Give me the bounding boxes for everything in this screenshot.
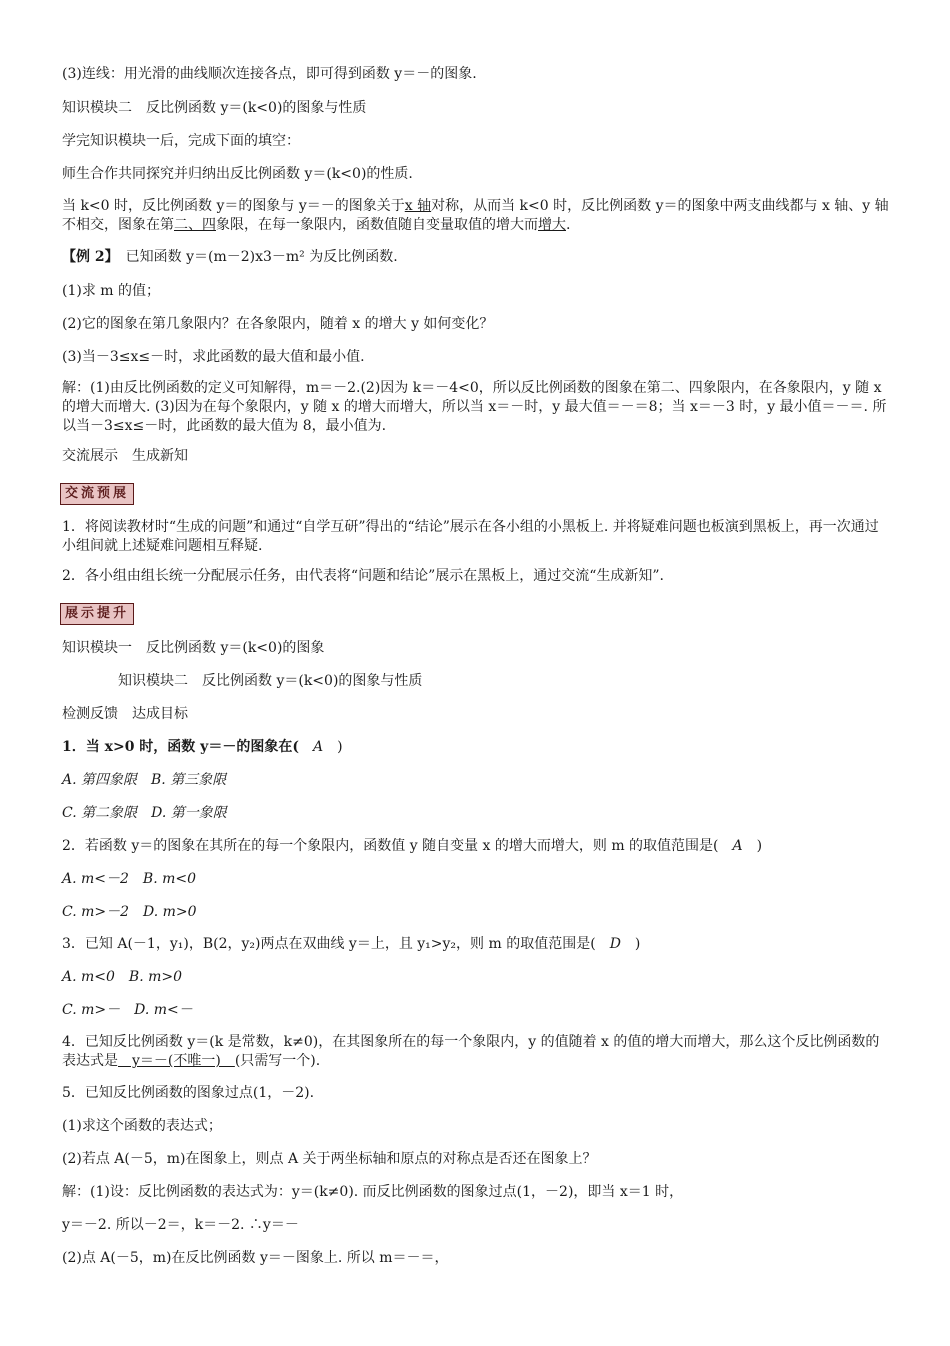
answer-choice: D	[609, 936, 621, 952]
module-heading: 知识模块一 反比例函数 y＝(k<0)的图象	[62, 640, 325, 656]
question-line: (2)它的图象在第几象限内？在各象限内，随着 x 的增大 y 如何变化？	[62, 316, 494, 332]
question-line: (2)若点 A(－5，m)在图象上，则点 A 关于两坐标轴和原点的对称点是否还在图象上？	[62, 1151, 597, 1167]
option-line: A. m<0 B. m>0	[62, 969, 183, 985]
text-run: 当 k<0 时，反比例函数 y＝的图象与 y＝－的图象关于	[62, 198, 405, 214]
test-question	[62, 737, 892, 757]
section-tag: 交流预展	[60, 483, 134, 505]
option-line: A. 第四象限 B. 第三象限	[62, 772, 227, 788]
option-line: A. m<－2 B. m<0	[62, 871, 197, 887]
question-text: 4．已知反比例函数 y＝(k 是常数，k≠0)，在其图象所在的每一个象限内，y 的值随着 x 的值的增大而增大，那么这个反比例函数的表达式是	[62, 1034, 880, 1069]
question-line: (3)当－3≤x≤－时，求此函数的最大值和最小值.	[62, 349, 365, 365]
answer-blank: 二、四	[174, 217, 216, 233]
question-line: (1)求这个函数的表达式；	[62, 1118, 222, 1134]
section-heading: 交流展示 生成新知	[62, 448, 188, 464]
activity-paragraph: 1．将阅读教材时“生成的问题”和通过“自学互研”得出的“结论”展示在各小组的小黑板上. 并将疑难问题也板演到黑板上，再一次通过小组间就上述疑难问题相互释疑.	[62, 519, 879, 554]
text-run: 象限，在每一象限内，函数值随自变量取值的增大而	[216, 217, 538, 233]
answer-blank: 增大	[538, 217, 566, 233]
option-line: C. 第二象限 D. 第一象限	[62, 805, 227, 821]
text-line: (3)连线：用光滑的曲线顺次连接各点，即可得到函数 y＝－的图象.	[62, 66, 477, 82]
text-line: 学完知识模块一后，完成下面的填空：	[62, 133, 300, 149]
section-heading: 检测反馈 达成目标	[62, 706, 188, 722]
activity-paragraph: 2．各小组由组长统一分配展示任务，由代表将“问题和结论”展示在黑板上，通过交流“生成新知”.	[62, 568, 664, 584]
question-line: (1)求 m 的值；	[62, 283, 161, 299]
property-paragraph	[62, 197, 892, 235]
test-question: 5．已知反比例函数的图象过点(1，－2).	[62, 1085, 315, 1101]
text-line: 师生合作共同探究并归纳出反比例函数 y＝(k<0)的性质.	[62, 166, 413, 182]
question-text: )	[620, 936, 641, 952]
test-question	[62, 934, 892, 954]
question-text: (只需写一个).	[234, 1053, 321, 1069]
answer-choice: A	[312, 739, 324, 755]
section-tag: 展示提升	[60, 603, 134, 625]
solution-line: (2)点 A(－5，m)在反比例函数 y＝－图象上. 所以 m＝－＝，	[62, 1250, 449, 1266]
answer-choice: A	[732, 838, 743, 854]
option-line: C. m>－2 D. m>0	[62, 904, 197, 920]
question-text: 2．若函数 y＝的图象在其所在的每一个象限内，函数值 y 随自变量 x 的增大而增大，则 m 的取值范围是(	[62, 838, 733, 854]
question-text: 1．当 x>0 时，函数 y＝－的图象在(	[62, 739, 313, 755]
text-run: .	[566, 217, 571, 233]
solution-line: 解：(1)设：反比例函数的表达式为：y＝(k≠0). 而反比例函数的图象过点(1，－2)，即当 x＝1 时，	[62, 1184, 684, 1200]
answer-blank: y＝－(不唯一)	[118, 1053, 235, 1069]
module-heading: 知识模块二 反比例函数 y＝(k<0)的图象与性质	[62, 100, 367, 116]
solution-line: y＝－2. 所以－2＝，k＝－2. ∴y＝－	[62, 1217, 299, 1233]
test-question	[62, 836, 892, 856]
example-text: 已知函数 y＝(m－2)x3－m² 为反比例函数.	[111, 249, 398, 265]
question-text: 3．已知 A(－1，y₁)，B(2，y₂)两点在双曲线 y＝上，且 y₁>y₂，则 m 的取值范围是(	[62, 936, 610, 952]
example-heading	[62, 247, 892, 267]
option-line: C. m>－ D. m<－	[62, 1002, 193, 1018]
text-run: 对称，从而当 k<0 时，反比例函数 y＝的图象中两支曲线都与 x 轴、y 轴不相交，图象在第	[62, 198, 889, 233]
answer-blank: x 轴	[404, 198, 432, 214]
question-text: )	[323, 739, 343, 755]
question-text: )	[742, 838, 763, 854]
test-question	[62, 1033, 892, 1071]
module-heading: 知识模块二 反比例函数 y＝(k<0)的图象与性质	[118, 673, 423, 689]
solution-paragraph: 解：(1)由反比例函数的定义可知解得，m＝－2.(2)因为 k＝－4<0，所以反比例函数的图象在第二、四象限内，在各象限内，y 随 x 的增大而增大. (3)因为在每个象限内，y 随 x 的增大而增大，所以当 x＝－时，y 最大值＝－＝8；当 x＝－3 时，y 最小值＝－＝. 所以当－3≤x≤－时，此函数的最大值为 8，最小值为.	[62, 380, 887, 434]
example-label: 【例 2】	[62, 249, 112, 265]
